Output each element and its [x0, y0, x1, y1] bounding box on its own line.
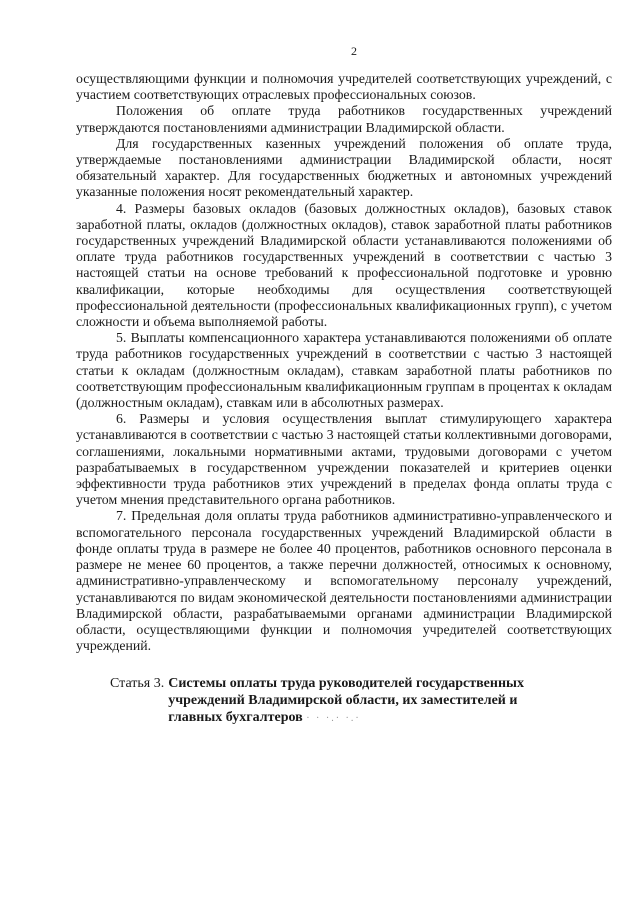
article-title-text: Системы оплаты труда руководителей государственных учреждений Владимирской области, их заместителей и главных бухгалтеров: [168, 676, 524, 725]
pen-mark-decoration: · · ·.· ·.·: [306, 712, 361, 724]
article-heading: [110, 676, 612, 727]
article-label: Статья 3.: [110, 676, 165, 692]
paragraph-item-5: 5. Выплаты компенсационного характера устанавливаются положениями об оплате труда работников государственных учреждений в соответствии с частью 3 настоящей статьи к окладам (должностным окладам), ставкам заработной платы работников по соответствующим профессиональным квалификационным группам в процентах к окладам (должностным окладам), ставкам или в абсолютных размерах.: [76, 330, 612, 411]
paragraph-item-4: 4. Размеры базовых окладов (базовых должностных окладов), базовых ставок заработной платы, окладов (должностных окладов), ставок заработной платы работников государственных учреждений Владимирской области устанавливаются положениями об оплате труда работников государственных учреждений в соответствии с частью 3 настоящей статьи на основе требований к профессиональной подготовке и уровню квалификации, которые необходимы для осуществления соответствующей профессиональной деятельности (профессиональных квалификационных групп), с учетом сложности и объема выполняемой работы.: [76, 200, 612, 330]
paragraph-item-7: 7. Предельная доля оплаты труда работников административно-управленческого и вспомогательного персонала государственных учреждений Владимирской области в фонде оплаты труда в размере не более 40 процентов, работников основного персонала в размере не менее 60 процентов, а также перечни должностей, относимых к основному, административно-управленческому и вспомогательному персоналу учреждений, устанавливаются по видам экономической деятельности постановлениями администрации Владимирской области, разрабатываемыми органами администрации Владимирской области, осуществляющими функции и полномочия учредителей соответствующих учреждений.: [76, 508, 612, 654]
page-number: 2: [351, 44, 357, 58]
article-title: [168, 676, 563, 727]
paragraph-item-6: 6. Размеры и условия осуществления выплат стимулирующего характера устанавливаются в соответствии с частью 3 настоящей статьи коллективными договорами, соглашениями, локальными нормативными актами, трудовыми договорами с учетом разрабатываемых в государственном учреждении показателей и критериев оценки эффективности труда работников этих учреждений в пределах фонда оплаты труда с учетом мнения представительного органа работников.: [76, 411, 612, 508]
paragraph-regulations-status: Для государственных казенных учреждений положения об оплате труда, утверждаемые постановлениями администрации Владимирской области, носят обязательный характер. Для государственных бюджетных и автономных учреждений указанные положения носят рекомендательный характер.: [76, 135, 612, 200]
paragraph-regulations-approval: Положения об оплате труда работников государственных учреждений утверждаются постановлениями администрации Владимирской области.: [76, 103, 612, 135]
paragraph-continuation: осуществляющими функции и полномочия учредителей соответствующих учреждений, с участием соответствующих отраслевых профессиональных союзов.: [76, 71, 612, 103]
